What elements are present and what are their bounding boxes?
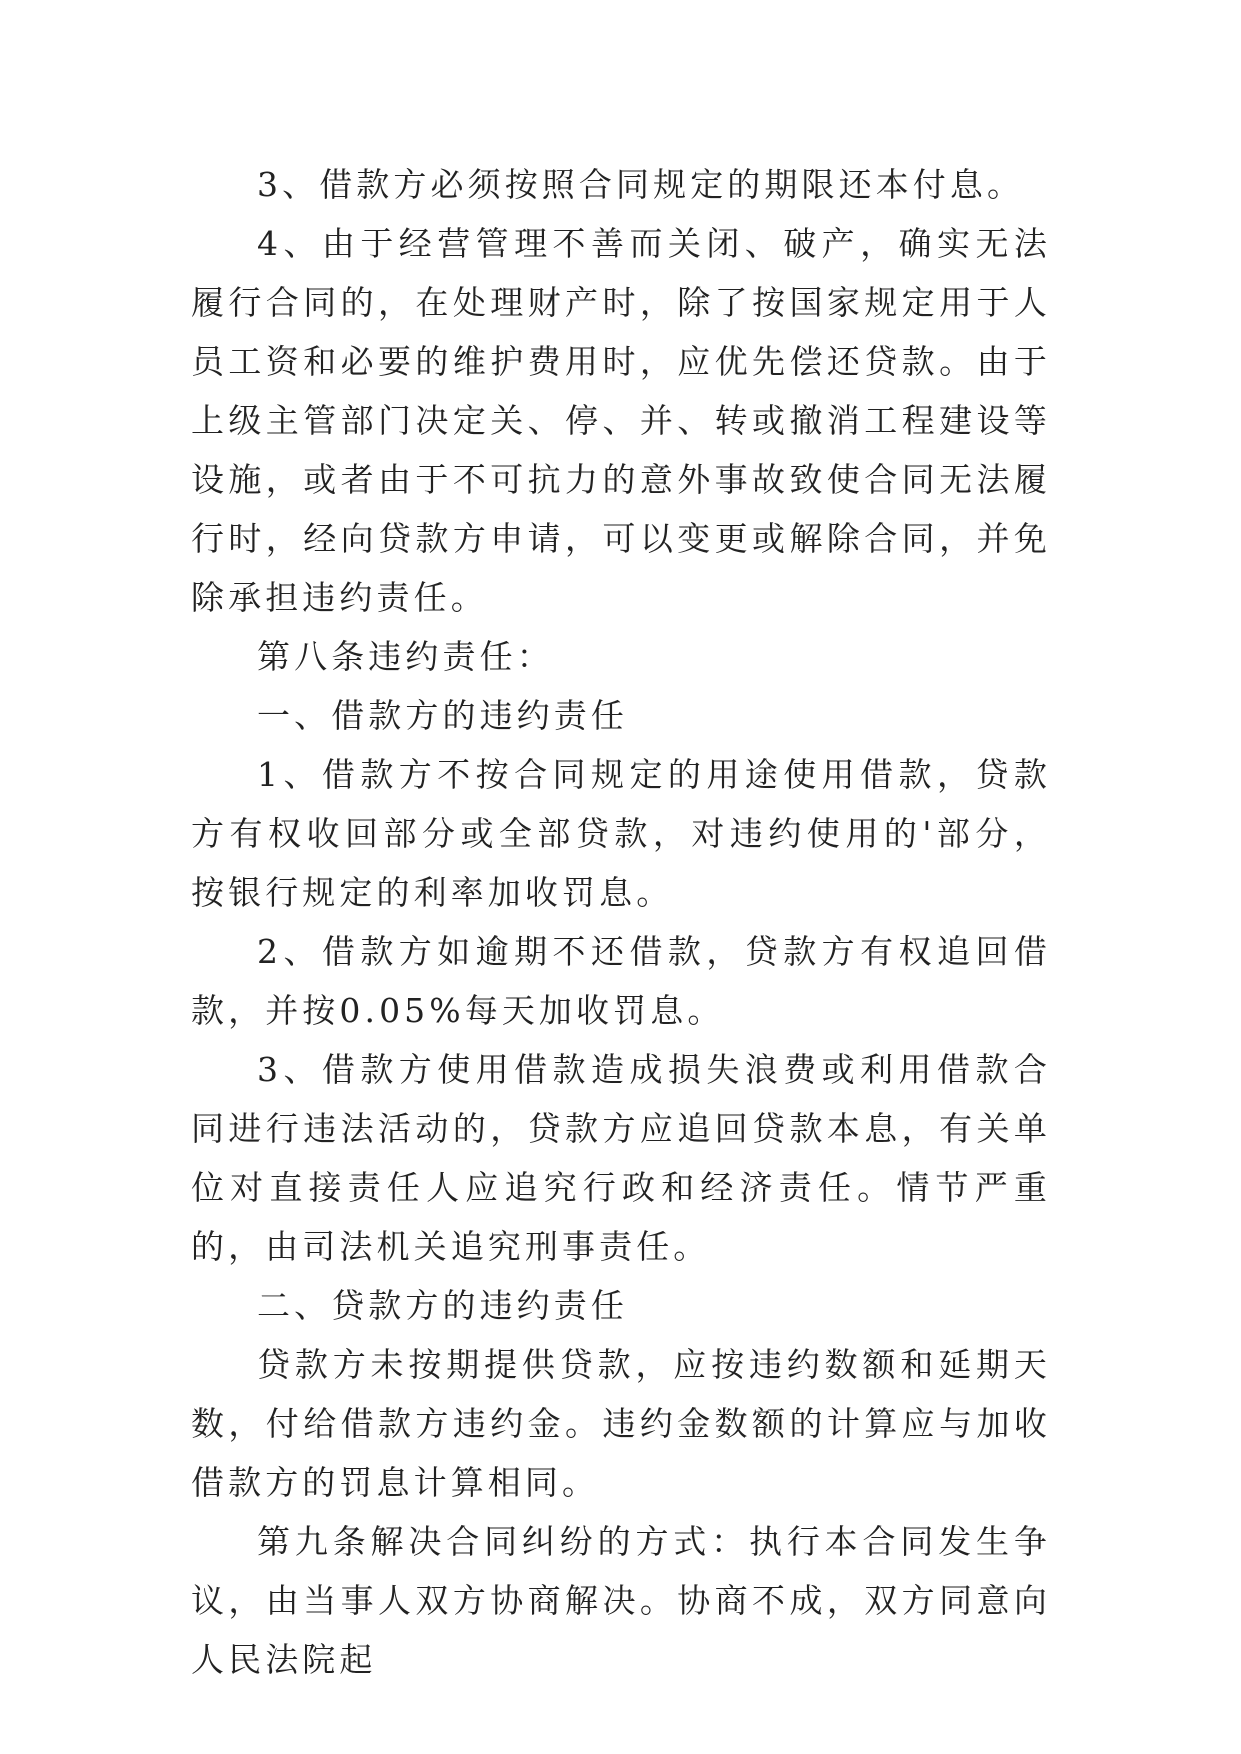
paragraph-lender-penalty: 贷款方未按期提供贷款，应按违约数额和延期天数，付给借款方违约金。违约金数额的计算应与加收借款方的罚息计算相同。 xyxy=(191,1345,1051,1502)
section-borrower-liability-heading: 一、借款方的违约责任 xyxy=(257,696,628,735)
paragraph-overdue-penalty: 2、借款方如逾期不还借款，贷款方有权追回借款，并按0.05%每天加收罚息。 xyxy=(191,932,1051,1030)
paragraph-bankruptcy-clause: 4、由于经营管理不善而关闭、破产，确实无法履行合同的，在处理财产时，除了按国家规定用于人员工资和必要的维护费用时，应优先偿还贷款。由于上级主管部门决定关、停、并、转或撤消工程建设等设施，或者由于不可抗力的意外事故致使合同无法履行时，经向贷款方申请，可以变更或解除合同，并免除承担违约责任。 xyxy=(191,224,1051,617)
paragraph-repayment-obligation: 3、借款方必须按照合同规定的期限还本付息。 xyxy=(257,165,1025,204)
article-eight-heading: 第八条违约责任： xyxy=(257,637,554,676)
paragraph-misuse-of-loan: 1、借款方不按合同规定的用途使用借款，贷款方有权收回部分或全部贷款，对违约使用的'部分，按银行规定的利率加收罚息。 xyxy=(191,755,1051,912)
paragraph-illegal-activity: 3、借款方使用借款造成损失浪费或利用借款合同进行违法活动的，贷款方应追回贷款本息，有关单位对直接责任人应追究行政和经济责任。情节严重的，由司法机关追究刑事责任。 xyxy=(191,1050,1051,1266)
document-body xyxy=(191,155,1051,1689)
section-lender-liability-heading: 二、贷款方的违约责任 xyxy=(257,1286,628,1325)
article-nine-dispute-resolution: 第九条解决合同纠纷的方式：执行本合同发生争议，由当事人双方协商解决。协商不成，双方同意向 人民法院起 xyxy=(191,1522,1051,1679)
